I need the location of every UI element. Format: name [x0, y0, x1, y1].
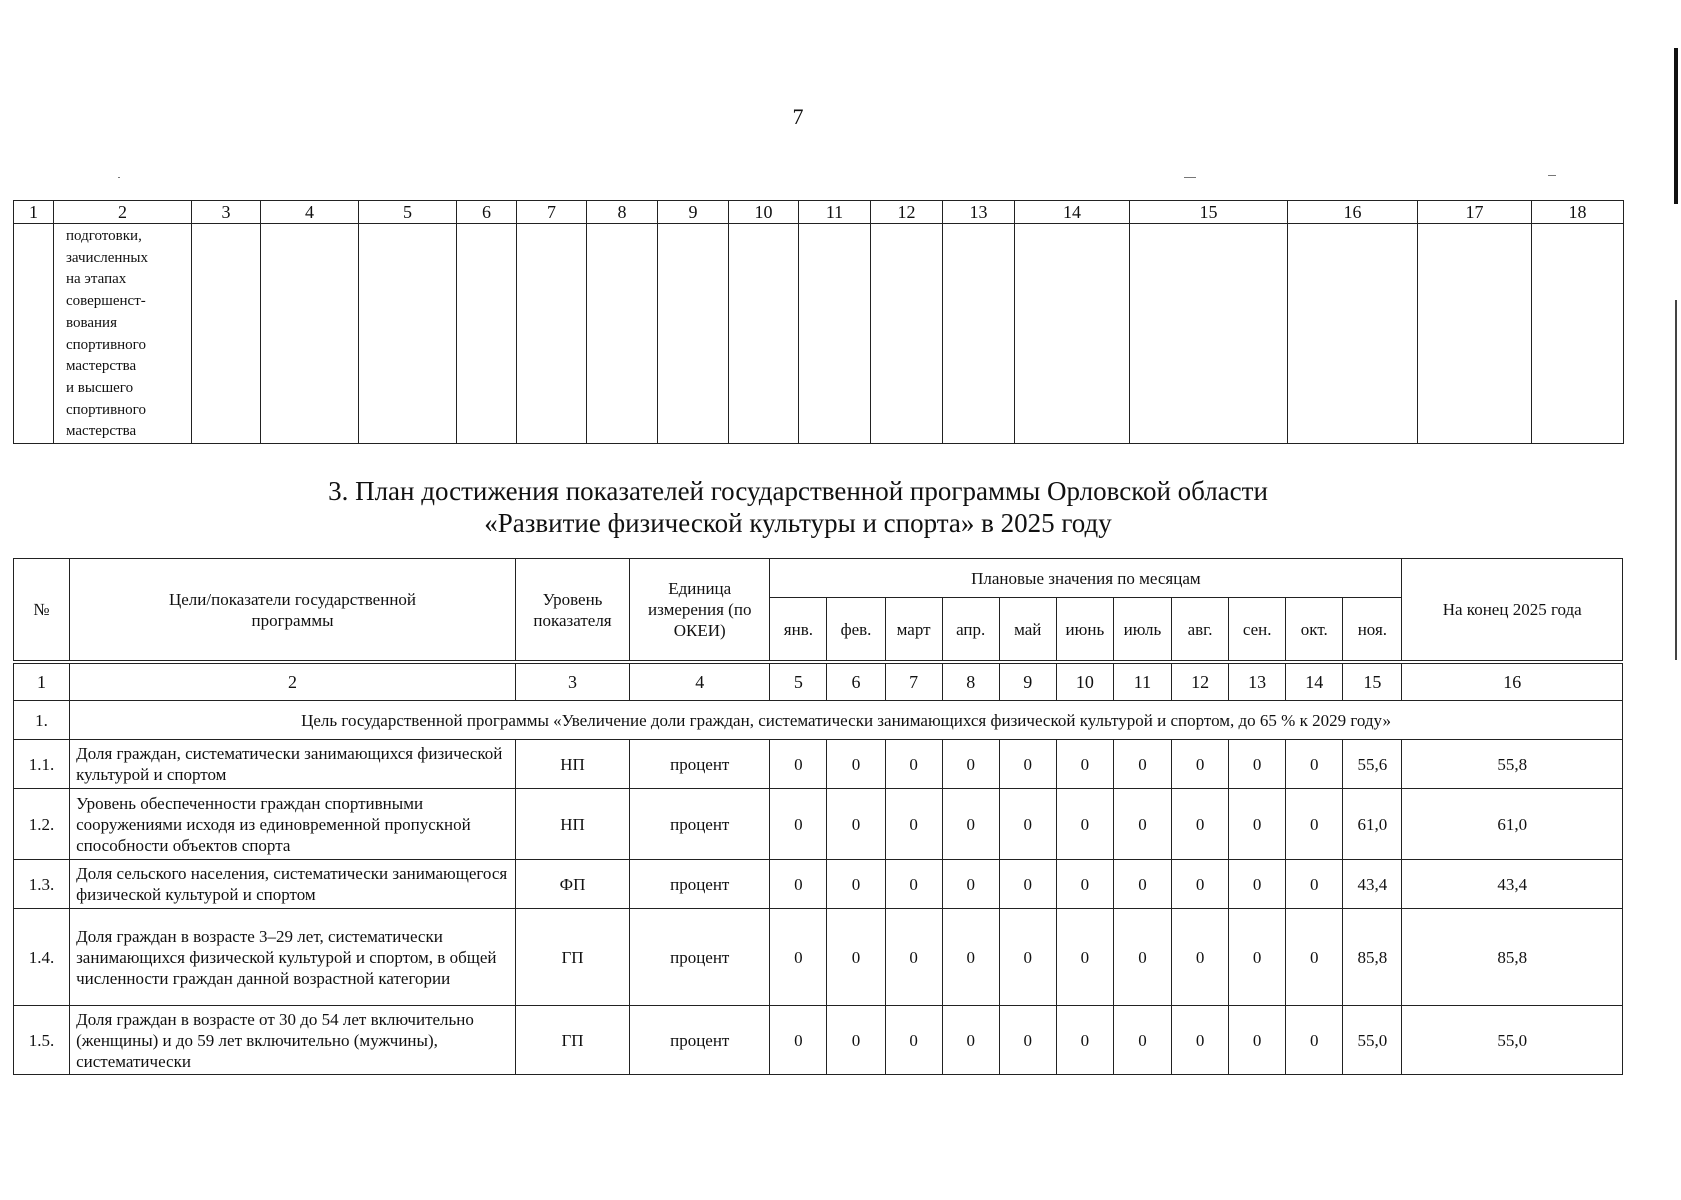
month-value: 0 [885, 1006, 942, 1075]
month-value: 0 [1286, 860, 1343, 909]
month-value: 0 [885, 740, 942, 789]
column-number: 13 [1229, 664, 1286, 701]
indicator-unit: процент [630, 1006, 770, 1075]
row-num: 1.1. [14, 740, 70, 789]
empty-cell [359, 224, 457, 444]
header-month: апр. [942, 598, 999, 661]
column-number: 15 [1130, 201, 1288, 224]
header-month: ноя. [1343, 598, 1402, 661]
empty-cell [799, 224, 871, 444]
text-line: совершенст- [66, 293, 146, 310]
indicators-plan-table [13, 558, 1623, 1075]
column-number: 3 [192, 201, 261, 224]
header-goals: Цели/показатели государственной программы [70, 559, 516, 661]
goal-num: 1. [14, 701, 70, 740]
month-value: 0 [942, 860, 999, 909]
month-value: 0 [770, 860, 827, 909]
header-month: окт. [1286, 598, 1343, 661]
column-number: 10 [729, 201, 799, 224]
text-line: мастерства [66, 423, 137, 440]
indicator-level: ФП [515, 860, 629, 909]
column-number: 12 [1172, 664, 1229, 701]
table-row [14, 740, 1623, 789]
header-num: № [14, 559, 70, 661]
column-number: 7 [885, 664, 942, 701]
empty-cell [943, 224, 1015, 444]
month-value: 55,0 [1343, 1006, 1402, 1075]
section-title [0, 475, 1596, 539]
empty-cell [1532, 224, 1624, 444]
table-row [14, 860, 1623, 909]
indicator-level: ГП [515, 909, 629, 1006]
month-value: 0 [999, 789, 1056, 860]
text-line: и высшего [66, 379, 134, 396]
month-value: 0 [1229, 740, 1286, 789]
text-line: мастерства [66, 358, 137, 375]
column-number: 6 [827, 664, 885, 701]
column-number: 2 [70, 664, 516, 701]
empty-cell [1418, 224, 1532, 444]
empty-cell [192, 224, 261, 444]
month-value: 0 [1229, 860, 1286, 909]
column-number: 14 [1286, 664, 1343, 701]
month-value: 0 [885, 860, 942, 909]
empty-cell [457, 224, 517, 444]
empty-cell [1015, 224, 1130, 444]
month-value: 0 [1286, 789, 1343, 860]
month-value: 0 [1056, 740, 1113, 789]
month-value: 0 [770, 789, 827, 860]
table-row [14, 909, 1623, 1006]
column-number: 9 [999, 664, 1056, 701]
row-num: 1.2. [14, 789, 70, 860]
column-number: 15 [1343, 664, 1402, 701]
empty-cell [587, 224, 658, 444]
text-line: зачисленных [66, 249, 148, 266]
month-value: 0 [770, 1006, 827, 1075]
text-line: спортивного [66, 336, 146, 353]
row-num: 1.3. [14, 860, 70, 909]
column-number: 14 [1015, 201, 1130, 224]
header-month: март [885, 598, 942, 661]
end-of-year-value: 61,0 [1402, 789, 1623, 860]
month-value: 0 [999, 1006, 1056, 1075]
header-end-of-year: На конец 2025 года [1402, 559, 1623, 661]
empty-cell [729, 224, 799, 444]
column-number: 8 [587, 201, 658, 224]
month-value: 0 [1172, 740, 1229, 789]
column-number: 2 [54, 201, 192, 224]
month-value: 0 [885, 909, 942, 1006]
month-value: 0 [942, 1006, 999, 1075]
month-value: 0 [1056, 909, 1113, 1006]
indicator-unit: процент [630, 909, 770, 1006]
header-month: янв. [770, 598, 827, 661]
indicator-level: НП [515, 789, 629, 860]
month-value: 0 [1229, 1006, 1286, 1075]
month-value: 0 [827, 909, 885, 1006]
row-num: 1.5. [14, 1006, 70, 1075]
column-number: 11 [799, 201, 871, 224]
month-value: 0 [770, 740, 827, 789]
column-number: 4 [630, 664, 770, 701]
column-number: 9 [658, 201, 729, 224]
column-number: 12 [871, 201, 943, 224]
month-value: 0 [1286, 740, 1343, 789]
goal-text: Цель государственной программы «Увеличение доли граждан, систематически занимающихся физической культурой и спортом, до 65 % к 2029 году» [70, 701, 1623, 740]
empty-cell [871, 224, 943, 444]
end-of-year-value: 85,8 [1402, 909, 1623, 1006]
end-of-year-value: 55,8 [1402, 740, 1623, 789]
indicator-unit: процент [630, 789, 770, 860]
column-number: 8 [942, 664, 999, 701]
scan-edge-mark [1675, 300, 1677, 660]
month-value: 0 [1229, 909, 1286, 1006]
scan-edge-mark [1674, 48, 1678, 204]
empty-cell [658, 224, 729, 444]
month-value: 0 [1286, 909, 1343, 1006]
continuation-row [14, 224, 1624, 444]
month-value: 0 [999, 909, 1056, 1006]
month-value: 43,4 [1343, 860, 1402, 909]
month-value: 0 [1229, 789, 1286, 860]
header-month: сен. [1229, 598, 1286, 661]
page-number: 7 [792, 104, 804, 129]
column-number: 18 [1532, 201, 1624, 224]
month-value: 0 [1113, 789, 1171, 860]
column-number: 17 [1418, 201, 1532, 224]
month-value: 85,8 [1343, 909, 1402, 1006]
month-value: 0 [827, 789, 885, 860]
empty-cell [517, 224, 587, 444]
column-number-row [14, 664, 1623, 701]
month-value: 0 [827, 860, 885, 909]
column-number: 3 [515, 664, 629, 701]
month-value: 0 [1056, 789, 1113, 860]
section-title-line-1: 3. План достижения показателей государственной программы Орловской области [328, 476, 1268, 506]
text-line: вования [66, 314, 117, 331]
end-of-year-value: 55,0 [1402, 1006, 1623, 1075]
header-month: июль [1113, 598, 1171, 661]
month-value: 0 [942, 909, 999, 1006]
continuation-table [13, 200, 1624, 444]
empty-cell [1288, 224, 1418, 444]
header-row [14, 559, 1623, 598]
empty-cell [14, 224, 54, 444]
column-number: 11 [1113, 664, 1171, 701]
text-line: на этапах [66, 271, 127, 288]
month-value: 0 [942, 789, 999, 860]
indicator-name: Доля граждан, систематически занимающихся физической культурой и спортом [70, 740, 516, 789]
column-number: 1 [14, 201, 54, 224]
month-value: 0 [827, 740, 885, 789]
month-value: 0 [1286, 1006, 1343, 1075]
column-number: 5 [770, 664, 827, 701]
header-month: фев. [827, 598, 885, 661]
header-unit: Единица измерения (по ОКЕИ) [630, 559, 770, 661]
indicator-name: Уровень обеспеченности граждан спортивными сооружениями исходя из единовременной пропускной способности объектов спорта [70, 789, 516, 860]
indicator-level: НП [515, 740, 629, 789]
section-title-line-2: «Развитие физической культуры и спорта» в 2025 году [484, 508, 1112, 538]
month-value: 0 [999, 860, 1056, 909]
indicator-name: Доля граждан в возрасте 3–29 лет, систематически занимающихся физической культурой и спортом, в общей численности граждан данной возрастной категории [70, 909, 516, 1006]
column-number: 10 [1056, 664, 1113, 701]
continued-indicator-name [54, 224, 192, 444]
scan-speck [1548, 175, 1556, 176]
header-month: авг. [1172, 598, 1229, 661]
column-number: 16 [1402, 664, 1623, 701]
header-month: май [999, 598, 1056, 661]
column-number: 4 [261, 201, 359, 224]
scan-speck [1184, 177, 1196, 178]
month-value: 0 [1113, 909, 1171, 1006]
month-value: 0 [1113, 1006, 1171, 1075]
row-num: 1.4. [14, 909, 70, 1006]
end-of-year-value: 43,4 [1402, 860, 1623, 909]
month-value: 0 [1172, 1006, 1229, 1075]
column-number: 1 [14, 664, 70, 701]
month-value: 55,6 [1343, 740, 1402, 789]
column-number-row [14, 201, 1624, 224]
month-value: 0 [827, 1006, 885, 1075]
table-row [14, 1006, 1623, 1075]
indicator-unit: процент [630, 740, 770, 789]
month-value: 0 [770, 909, 827, 1006]
column-number: 5 [359, 201, 457, 224]
month-value: 0 [1113, 740, 1171, 789]
month-value: 61,0 [1343, 789, 1402, 860]
column-number: 7 [517, 201, 587, 224]
month-value: 0 [1056, 1006, 1113, 1075]
column-number: 6 [457, 201, 517, 224]
empty-cell [261, 224, 359, 444]
indicator-level: ГП [515, 1006, 629, 1075]
month-value: 0 [1172, 860, 1229, 909]
indicator-unit: процент [630, 860, 770, 909]
empty-cell [1130, 224, 1288, 444]
indicator-name: Доля сельского населения, систематически занимающегося физической культурой и спортом [70, 860, 516, 909]
header-level: Уровень показателя [515, 559, 629, 661]
month-value: 0 [1113, 860, 1171, 909]
header-month: июнь [1056, 598, 1113, 661]
month-value: 0 [1172, 789, 1229, 860]
month-value: 0 [1172, 909, 1229, 1006]
column-number: 13 [943, 201, 1015, 224]
month-value: 0 [1056, 860, 1113, 909]
text-line: подготовки, [66, 228, 142, 244]
scan-speck [118, 177, 120, 178]
text-line: спортивного [66, 401, 146, 418]
table-row [14, 789, 1623, 860]
month-value: 0 [942, 740, 999, 789]
month-value: 0 [999, 740, 1056, 789]
indicator-name: Доля граждан в возрасте от 30 до 54 лет включительно (женщины) и до 59 лет включительно (мужчины), систематически [70, 1006, 516, 1075]
header-monthly: Плановые значения по месяцам [770, 559, 1402, 598]
column-number: 16 [1288, 201, 1418, 224]
month-value: 0 [885, 789, 942, 860]
goal-row [14, 701, 1623, 740]
